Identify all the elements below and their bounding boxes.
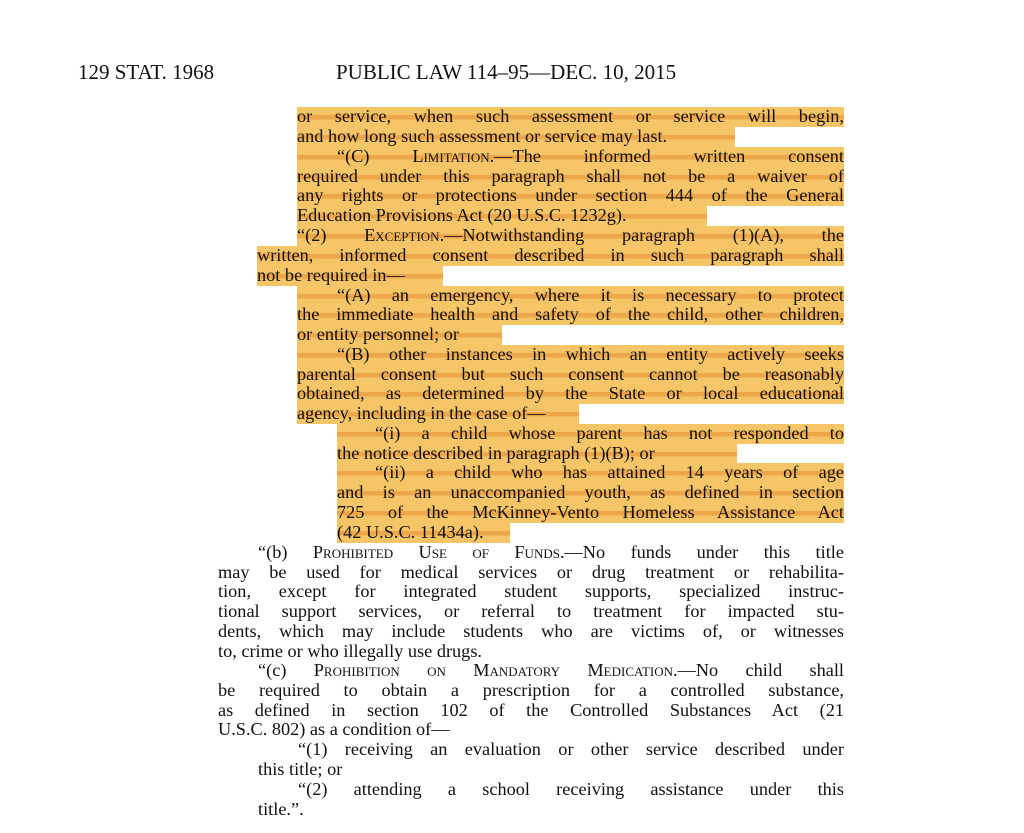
text-line: tion, except for integrated student supports, specialized instruc-: [218, 581, 844, 601]
text-line: Education Provisions Act (20 U.S.C. 1232g).: [297, 206, 707, 226]
text-line: written, informed consent described in such paragraph shall: [257, 245, 844, 265]
text-line: (42 U.S.C. 11434a).: [337, 523, 510, 543]
text-line: as defined in section 102 of the Controlled Substances Act (21: [218, 700, 844, 720]
text-line: be required to obtain a prescription for a controlled substance,: [218, 680, 844, 700]
text-line: “(1) receiving an evaluation or other service described under: [298, 739, 844, 759]
section-heading: Prohibition on Mandatory Medication: [313, 660, 673, 680]
text-line: obtained, as determined by the State or local educational: [297, 383, 844, 403]
text-line: and is an unaccompanied youth, as defined in section: [337, 482, 844, 502]
public-law-title: PUBLIC LAW 114–95—DEC. 10, 2015: [336, 60, 677, 84]
text-line: “(2) attending a school receiving assistance under this: [298, 779, 844, 799]
text-line: this title; or: [258, 759, 343, 779]
text-line: the immediate health and safety of the child, other children,: [297, 304, 844, 324]
text-line: parental consent but such consent cannot be reasonably: [297, 364, 844, 384]
text-line: “(A) an emergency, where it is necessary to protect: [297, 286, 844, 306]
text-line: and how long such assessment or service may last.: [297, 127, 735, 147]
text-line: may be used for medical services or drug treatment or rehabilita-: [218, 562, 844, 582]
text-line: required under this paragraph shall not be a waiver of: [297, 166, 844, 186]
text-line-section-c-heading: “(c) Prohibition on Mandatory Medication.—No child shall: [258, 660, 844, 680]
text-line: agency, including in the case of—: [297, 404, 579, 424]
text-line: dents, which may include students who are victims of, or witnesses: [218, 621, 844, 641]
subsection-heading: Exception: [364, 225, 440, 245]
text-line: U.S.C. 802) as a condition of—: [218, 719, 450, 739]
text-line: to, crime or who illegally use drugs.: [218, 641, 483, 661]
page-header: [0, 60, 1024, 86]
text-line-limitation: “(C) Limitation.—The informed written consent: [297, 147, 844, 167]
text-line: “(ii) a child who has attained 14 years of age: [337, 463, 844, 483]
text-line: “(B) other instances in which an entity actively seeks: [297, 345, 844, 365]
statute-page-number: 129 STAT. 1968: [78, 60, 215, 84]
text-line: any rights or protections under section 444 of the General: [297, 185, 844, 205]
text-line: 725 of the McKinney-Vento Homeless Assistance Act: [337, 502, 844, 522]
text-line: title.”.: [258, 799, 304, 819]
text-line: not be required in—: [257, 266, 443, 286]
section-heading: Prohibited Use of Funds: [312, 542, 560, 562]
subsection-heading: Limitation: [412, 146, 490, 166]
text-line: the notice described in paragraph (1)(B); or: [337, 444, 737, 464]
text-line: or entity personnel; or: [297, 325, 502, 345]
text-line: or service, when such assessment or service will begin,: [297, 106, 844, 126]
text-line-exception: “(2) Exception.—Notwithstanding paragraph (1)(A), the: [297, 225, 844, 245]
text-line: “(i) a child whose parent has not responded to: [337, 424, 844, 444]
text-line-section-b-heading: “(b) Prohibited Use of Funds.—No funds under this title: [258, 542, 844, 562]
text-line: tional support services, or referral to treatment for impacted stu-: [218, 601, 844, 621]
